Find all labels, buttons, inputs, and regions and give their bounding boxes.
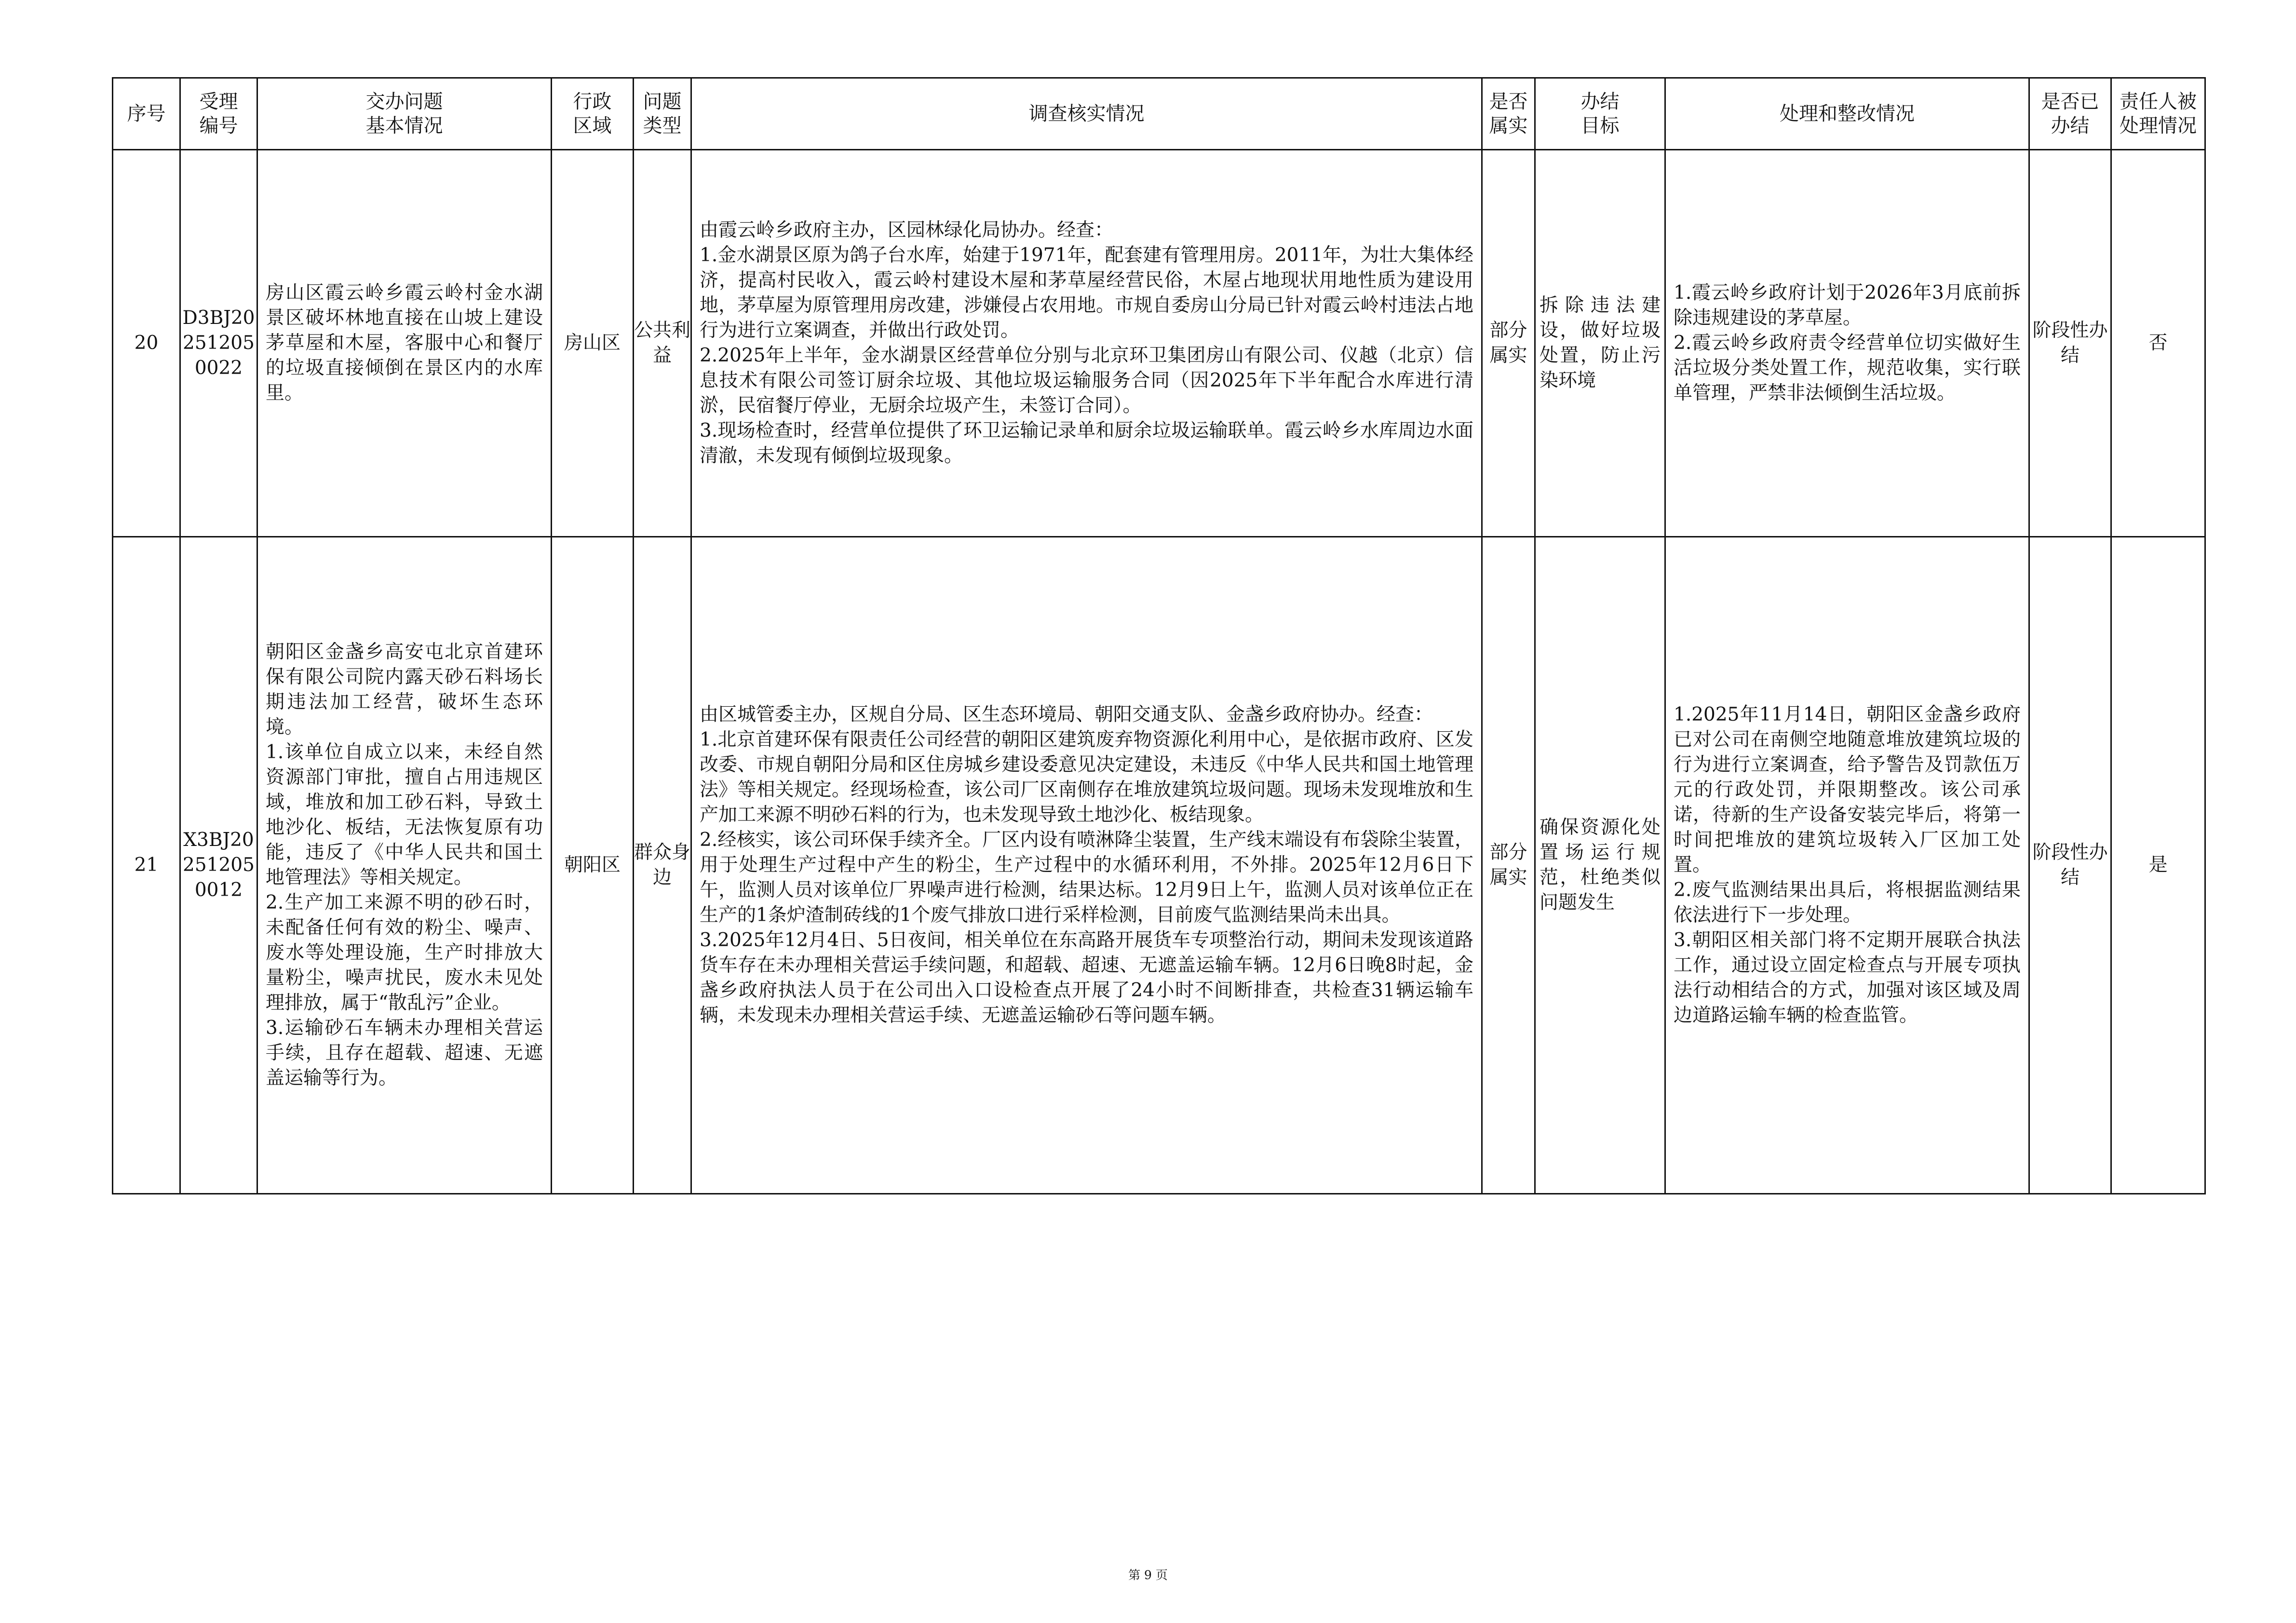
cell-handling: 1.霞云岭乡政府计划于2026年3月底前拆除违规建设的茅草屋。 2.霞云岭乡政府责令经营单位切实做好生活垃圾分类处置工作，规范收集，实行联单管理，严禁非法倾倒生活垃圾。 <box>1665 150 2029 537</box>
table-row <box>113 537 2205 1194</box>
cell-case-no: D3BJ202512050022 <box>180 150 257 537</box>
cell-seq: 21 <box>113 537 180 1194</box>
cell-investigation: 由区城管委主办，区规自分局、区生态环境局、朝阳交通支队、金盏乡政府协办。经查： 1.北京首建环保有限责任公司经营的朝阳区建筑废弃物资源化利用中心，是依据市政府、区发改委、市规自朝阳分局和区住房城乡建设委意见决定建设，未违反《中华人民共和国土地管理法》等相关规定。经现场检查，该公司厂区南侧存在堆放建筑垃圾问题。现场未发现堆放和生产加工来源不明砂石料的行为，也未发现导致土地沙化、板结现象。 2.经核实，该公司环保手续齐全。厂区内设有喷淋降尘装置，生产线末端设有布袋除尘装置，用于处理生产过程中产生的粉尘，生产过程中的水循环利用，不外排。2025年12月6日下午，监测人员对该单位厂界噪声进行检测，结果达标。12月9日上午，监测人员对该单位正在生产的1条炉渣制砖线的1个废气排放口进行采样检测，目前废气监测结果尚未出具。 3.2025年12月4日、5日夜间，相关单位在东高路开展货车专项整治行动，期间未发现该道路货车存在未办理相关营运手续问题，和超载、超速、无遮盖运输车辆。12月6日晚8时起，金盏乡政府执法人员于在公司出入口设检查点开展了24小时不间断排查，共检查31辆运输车辆，未发现未办理相关营运手续、无遮盖运输砂石等问题车辆。 <box>691 537 1482 1194</box>
cell-closed: 阶段性办结 <box>2029 537 2111 1194</box>
header-accountability: 责任人被 处理情况 <box>2111 78 2205 150</box>
cell-verified: 部分属实 <box>1482 537 1535 1194</box>
cell-issue: 朝阳区金盏乡高安屯北京首建环保有限公司院内露天砂石料场长期违法加工经营，破坏生态环境。 1.该单位自成立以来，未经自然资源部门审批，擅自占用违规区域，堆放和加工砂石料，导致土地沙化、板结，无法恢复原有功能，违反了《中华人民共和国土地管理法》等相关规定。 2.生产加工来源不明的砂石时，未配备任何有效的粉尘、噪声、废水等处理设施，生产时排放大量粉尘，噪声扰民，废水未见处理排放，属于“散乱污”企业。 3.运输砂石车辆未办理相关营运手续，且存在超载、超速、无遮盖运输等行为。 <box>257 537 552 1194</box>
header-goal: 办结 目标 <box>1535 78 1665 150</box>
table-row <box>113 150 2205 537</box>
header-type: 问题 类型 <box>634 78 691 150</box>
header-closed: 是否已 办结 <box>2029 78 2111 150</box>
header-issue: 交办问题 基本情况 <box>257 78 552 150</box>
header-investigation: 调查核实情况 <box>691 78 1482 150</box>
header-region: 行政 区域 <box>552 78 634 150</box>
cell-issue: 房山区霞云岭乡霞云岭村金水湖景区破坏林地直接在山坡上建设茅草屋和木屋，客服中心和餐厅的垃圾直接倾倒在景区内的水库里。 <box>257 150 552 537</box>
header-seq: 序号 <box>113 78 180 150</box>
cell-verified: 部分属实 <box>1482 150 1535 537</box>
header-case-no: 受理 编号 <box>180 78 257 150</box>
table-header-row <box>113 78 2205 150</box>
case-table <box>112 77 2206 1194</box>
cell-type: 群众身边 <box>634 537 691 1194</box>
cell-goal: 拆除违法建设，做好垃圾处置，防止污染环境 <box>1535 150 1665 537</box>
cell-case-no: X3BJ202512050012 <box>180 537 257 1194</box>
cell-accountability: 否 <box>2111 150 2205 537</box>
cell-investigation: 由霞云岭乡政府主办，区园林绿化局协办。经查： 1.金水湖景区原为鸽子台水库，始建于1971年，配套建有管理用房。2011年，为壮大集体经济，提高村民收入，霞云岭村建设木屋和茅草屋经营民俗，木屋占地现状用地性质为建设用地，茅草屋为原管理用房改建，涉嫌侵占农用地。市规自委房山分局已针对霞云岭村违法占地行为进行立案调查，并做出行政处罚。 2.2025年上半年，金水湖景区经营单位分别与北京环卫集团房山有限公司、仪越（北京）信息技术有限公司签订厨余垃圾、其他垃圾运输服务合同（因2025年下半年配合水库进行清淤，民宿餐厅停业，无厨余垃圾产生，未签订合同）。 3.现场检查时，经营单位提供了环卫运输记录单和厨余垃圾运输联单。霞云岭乡水库周边水面清澈，未发现有倾倒垃圾现象。 <box>691 150 1482 537</box>
cell-region: 房山区 <box>552 150 634 537</box>
cell-seq: 20 <box>113 150 180 537</box>
cell-accountability: 是 <box>2111 537 2205 1194</box>
page-number: 第 9 页 <box>1128 1568 1168 1582</box>
cell-type: 公共利益 <box>634 150 691 537</box>
cell-region: 朝阳区 <box>552 537 634 1194</box>
cell-handling: 1.2025年11月14日，朝阳区金盏乡政府已对公司在南侧空地随意堆放建筑垃圾的行为进行立案调查，给予警告及罚款伍万元的行政处罚，并限期整改。该公司承诺，待新的生产设备安装完毕后，将第一时间把堆放的建筑垃圾转入厂区加工处置。 2.废气监测结果出具后，将根据监测结果依法进行下一步处理。 3.朝阳区相关部门将不定期开展联合执法工作，通过设立固定检查点与开展专项执法行动相结合的方式，加强对该区域及周边道路运输车辆的检查监管。 <box>1665 537 2029 1194</box>
cell-closed: 阶段性办结 <box>2029 150 2111 537</box>
header-handling: 处理和整改情况 <box>1665 78 2029 150</box>
cell-goal: 确保资源化处置场运行规范，杜绝类似问题发生 <box>1535 537 1665 1194</box>
header-verified: 是否 属实 <box>1482 78 1535 150</box>
